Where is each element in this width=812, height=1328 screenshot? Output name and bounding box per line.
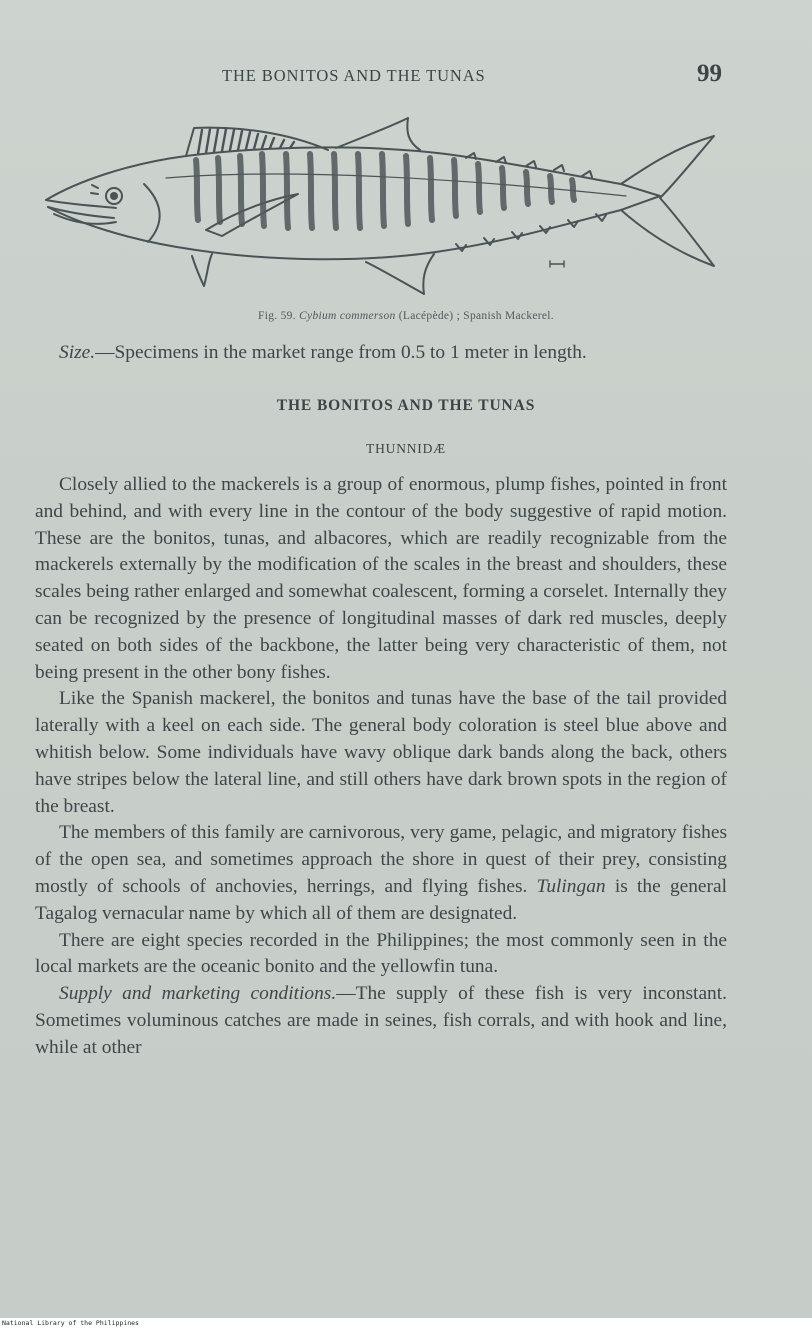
running-title: THE BONITOS AND THE TUNAS (222, 66, 486, 85)
size-label: Size. (59, 342, 96, 363)
library-credit: National Library of the Philippines (2, 1319, 139, 1327)
caption-rest: (Lacépède) ; Spanish Mackerel. (398, 310, 554, 322)
habits-text-b: is the general Tagalog vernacular name by which all of them are designated. (35, 875, 727, 924)
supply-label: Supply and marketing conditions. (59, 983, 337, 1005)
page-number: 99 (697, 60, 722, 87)
habits-text-a: The members of this family are carnivorous, very game, pelagic, and migratory fishes of the open sea, and sometimes approach the shore in quest of their prey, consisting mostly of schools of anchovies, herrings, and flying fishes. (35, 822, 727, 897)
paragraph-supply (35, 981, 727, 1061)
body-text (35, 472, 727, 1062)
supply-text: —The supply of these fish is very inconstant. Sometimes voluminous catches are made in seines, fish corrals, and with hook and line, while at other (35, 983, 727, 1058)
family-name: THUNNIDÆ (366, 441, 446, 456)
running-head (0, 62, 812, 92)
caption-species: Cybium commerson (299, 310, 396, 322)
paragraph-keel: Like the Spanish mackerel, the bonitos and tunas have the base of the tail provided laterally with a keel on each side. The general body coloration is steel blue above and whitish below. Some individuals have wavy oblique dark bands along the back, others have stripes below the lateral line, and still others have dark brown spots in the region of the breast. (35, 688, 727, 817)
size-paragraph (35, 340, 727, 367)
section-title: THE BONITOS AND THE TUNAS (276, 397, 536, 414)
paragraph-species: There are eight species recorded in the Philippines; the most commonly seen in the local markets are the oceanic bonito and the yellowfin tuna. (35, 929, 727, 978)
paragraph-habits (35, 820, 727, 927)
fish-illustration (36, 112, 726, 302)
paragraph-intro: Closely allied to the mackerels is a group of enormous, plump fishes, pointed in front and behind, and with every line in the contour of the body suggestive of rapid motion. These are the bonitos, tunas, and albacores, which are readily recognizable from the mackerels externally by the modification of the scales in the breast and shoulders, these scales being rather enlarged and somewhat coalescent, forming a corselet. Internally they can be recognized by the presence of longitudinal masses of dark red muscles, deeply seated on both sides of the backbone, the latter being very characteristic of them, not being present in the other bony fishes. (35, 474, 727, 683)
figure-caption (0, 310, 812, 322)
caption-label: Fig. 59. (258, 310, 296, 322)
size-text: —Specimens in the market range from 0.5 to 1 meter in length. (95, 342, 587, 363)
vernacular-name: Tulingan (536, 875, 606, 897)
